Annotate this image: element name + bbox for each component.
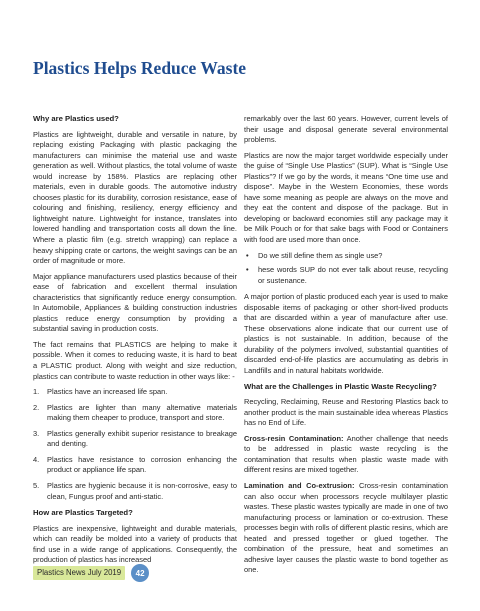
- heading-why-plastics: Why are Plastics used?: [33, 114, 119, 123]
- list-item: 1. Plastics have an increased life span.: [33, 387, 168, 397]
- page-footer: [33, 566, 149, 580]
- list-item: 3. Plastics generally exhibit superior resistance to breakage and denting.: [33, 428, 237, 449]
- right-column: [244, 114, 448, 581]
- bullet-item: • hese words SUP do not ever talk about reuse, recycling or sustenance.: [246, 265, 448, 285]
- bullet-icon: •: [246, 265, 249, 275]
- paragraph: Recycling, Reclaiming, Reuse and Restoring Plastics back to another product is the main sustainable idea whereas Plastics has no End of Life.: [244, 397, 448, 428]
- list-item: 4. Plastics have resistance to corrosion enhancing the product or appliance life span.: [33, 454, 237, 475]
- heading-challenges: What are the Challenges in Plastic Waste Recycling?: [244, 381, 437, 391]
- paragraph-lamination: Lamination and Co-extrusion: Cross-resin contamination can also occur when processors recycle multilayer plastic wastes. These plastic wastes typically are made in one of two manufacturing process or lamination or co-extrusion. These processes begin with rolls of different plastic resins, which are heated and pressed together or glued together. The combination of the pressure, heat and sometimes an adhesive layer causes the plastic waste to bond together as one.: [244, 480, 448, 575]
- publication-band: [33, 566, 125, 580]
- paragraph: Plastics are lightweight, durable and versatile in nature, by replacing existing Packaging with plastic packaging the manufacturers can minimise the material use and waste generation as well. Without plastics, the total volume of waste would increase by 158%. Plastics are replacing other materials, even in durable goods. The automotive industry chooses plastic for its durability, corrosion resistance, ease of colouring and finishing, resiliency, energy efficiency and lightweight nature. Lightweight for instance, translates into lowered handling and transportation costs all down the line. Where a plastic film (e.g. stretch wrapping) can replace a heavy shipping crate or cartons, the weight savings can be an order of magnitude or more.: [33, 129, 237, 266]
- page-number-badge: 42: [131, 564, 149, 582]
- paragraph: A major portion of plastic produced each year is used to make disposable items of packaging or other short-lived products that are discarded within a year of manufacture after use. These observations alone indicate that our current use of plastics is not sustainable. In addition, because of the durability of the polymers involved, substantial quantities of discarded end-of-life plastics are accumulating as debris in Landfills and in natural habitats worldwide.: [244, 292, 448, 376]
- lamination-lead: Lamination and Co-extrusion:: [244, 480, 355, 490]
- cross-resin-lead: Cross-resin Contamination:: [244, 433, 344, 443]
- article-title: Plastics Helps Reduce Waste: [33, 58, 247, 78]
- list-item: 2. Plastics are lighter than many alternative materials making them cheaper to produce, transport and store.: [33, 402, 237, 423]
- benefits-list: [33, 387, 237, 502]
- paragraph: The fact remains that PLASTICS are helping to make it possible. When it comes to reducing waste, it is hard to beat a PLASTIC product. Along with weight and size reduction, plastics can contribute to waste reduction in other ways like: -: [33, 339, 237, 381]
- paragraph: Major appliance manufacturers used plastics because of their ease of fabrication and excellent thermal insulation characteristics that significantly reduce energy consumption. In Automobile, Appliances & building construction industries plastics reduce energy consumption by providing a substantial saving in production costs.: [33, 271, 237, 334]
- question-bullets: [244, 251, 448, 287]
- list-item: 5. Plastics are hygienic because it is non-corrosive, easy to clean, Fungus proof and anti-static.: [33, 480, 237, 501]
- publication-name: Plastics News: [37, 568, 86, 577]
- issue-date: July 2019: [87, 568, 122, 577]
- bullet-item: • Do we still define them as single use?: [246, 250, 383, 260]
- paragraph: Plastics are now the major target worldwide especially under the guise of “Single Use Plastics” (SUP). What is “Single Use Plastics”? If we go by the words, it means “One time use and dispose”. Maybe in the Western Economies, these words have some meaning as people are always on the move and they eat the content and dispose of the package. But in developing or backward economies still any package may it be Milk Pouch or for that sake bags with Food or Containers with food are used more than once.: [244, 150, 448, 245]
- paragraph: Plastics are inexpensive, lightweight and durable materials, which can readily be molded into a variety of products that find use in a wide range of applications. Consequently, the production of plastics has increased: [33, 523, 237, 565]
- paragraph: remarkably over the last 60 years. However, current levels of their usage and disposal generate several environmental problems.: [244, 114, 448, 145]
- bullet-icon: •: [246, 250, 249, 260]
- left-column: [33, 114, 237, 571]
- paragraph-cross-resin: Cross-resin Contamination: Another challenge that needs to be addressed in plastic waste recycling is the contamination that results when plastic waste made with different resins are mixed together.: [244, 433, 448, 475]
- heading-how-targeted: How are Plastics Targeted?: [33, 508, 133, 518]
